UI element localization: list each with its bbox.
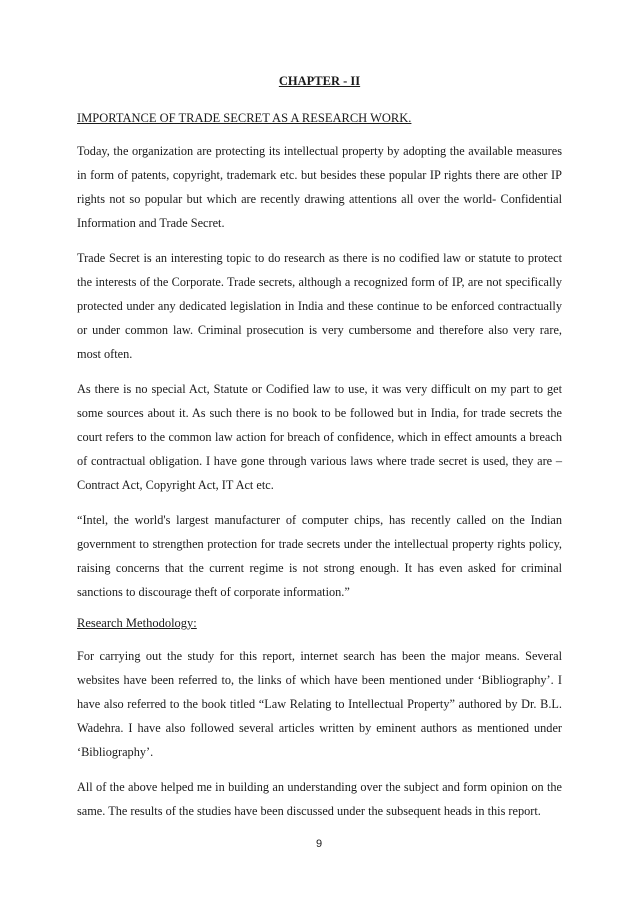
paragraph-sources: As there is no special Act, Statute or Codified law to use, it was very difficult on my part to get some sources about it. As such there is no book to be followed but in India, for trade secrets the court refers to the common law action for breach of confidence, which in effect amounts a breach of contractual obligation. I have gone through various laws where trade secret is used, they are – Contract Act, Copyright Act, IT Act etc. [77, 382, 562, 492]
page-content [77, 61, 562, 834]
paragraph-intel-quote: “Intel, the world's largest manufacturer of computer chips, has recently called on the Indian government to strengthen protection for trade secrets under the intellectual property rights policy, raising concerns that the current regime is not strong enough. It has even asked for criminal sanctions to discourage theft of corporate information.” [77, 513, 562, 599]
methodology-heading: Research Methodology: [77, 616, 197, 630]
page-number: 9 [315, 838, 323, 850]
chapter-title: CHAPTER - II [278, 74, 361, 88]
main-heading: IMPORTANCE OF TRADE SECRET AS A RESEARCH WORK. [77, 111, 412, 125]
paragraph-conclusion: All of the above helped me in building an understanding over the subject and form opinion on the same. The results of the studies have been discussed under the subsequent heads in this report. [77, 780, 562, 818]
paragraph-intro: Today, the organization are protecting its intellectual property by adopting the available measures in form of patents, copyright, trademark etc. but besides these popular IP rights there are other IP rights not so popular but which are recently drawing attentions all over the world- Confidential Information and Trade Secret. [77, 144, 562, 230]
paragraph-trade-secret: Trade Secret is an interesting topic to do research as there is no codified law or statute to protect the interests of the Corporate. Trade secrets, although a recognized form of IP, are not specifically protected under any dedicated legislation in India and these continue to be enforced contractually or under common law. Criminal prosecution is very cumbersome and therefore also very rare, most often. [77, 251, 562, 361]
paragraph-methodology: For carrying out the study for this report, internet search has been the major means. Several websites have been referred to, the links of which have been mentioned under ‘Bibliography’. I have also referred to the book titled “Law Relating to Intellectual Property” authored by Dr. B.L. Wadehra. I have also followed several articles written by eminent authors as mentioned under ‘Bibliography’. [77, 649, 562, 759]
